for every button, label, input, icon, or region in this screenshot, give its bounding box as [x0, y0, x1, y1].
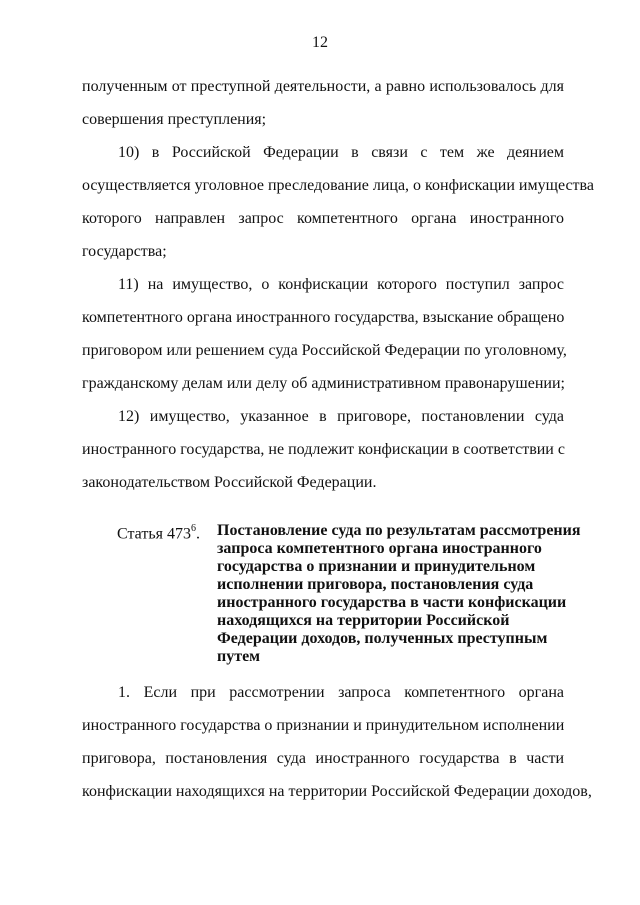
text-line: приговора, постановления суда иностранного государства в части: [82, 750, 564, 767]
article-label-text: Статья 473: [117, 525, 191, 543]
text-line: конфискации находящихся на территории Российской Федерации доходов,: [82, 783, 592, 800]
text-line: законодательством Российской Федерации.: [82, 474, 377, 491]
article-label: [117, 524, 200, 543]
article-title: [217, 522, 581, 666]
list-item-11-line: 11) на имущество, о конфискации которого поступил запрос: [118, 276, 564, 293]
article-title-line: путем: [217, 648, 261, 665]
text-line: полученным от преступной деятельности, а равно использовалось для: [82, 78, 564, 95]
text-line: осуществляется уголовное преследование лица, о конфискации имущества: [82, 177, 594, 194]
article-title-line: Постановление суда по результатам рассмотрения: [217, 522, 581, 539]
text-line: которого направлен запрос компетентного органа иностранного: [82, 210, 564, 227]
text-line: государства;: [82, 243, 167, 260]
paragraph-1-line: 1. Если при рассмотрении запроса компетентного органа: [118, 684, 564, 701]
article-title-line: иностранного государства в части конфискации: [217, 594, 567, 611]
body-text-lower: [82, 676, 592, 808]
article-title-line: Федерации доходов, полученных преступным: [217, 630, 548, 647]
article-title-line: государства о признании и принудительном: [217, 558, 536, 575]
article-title-line: запроса компетентного органа иностранного: [217, 540, 542, 557]
text-line: приговором или решением суда Российской Федерации по уголовному,: [82, 342, 567, 359]
list-item-10-line: 10) в Российской Федерации в связи с тем же деянием: [118, 144, 564, 161]
body-text-upper: [82, 70, 594, 499]
page-number: 12: [312, 34, 328, 51]
list-item-12-line: 12) имущество, указанное в приговоре, постановлении суда: [118, 408, 564, 425]
text-line: компетентного органа иностранного государства, взыскание обращено: [82, 309, 565, 326]
article-title-line: находящихся на территории Российской: [217, 612, 510, 629]
article-label-dot: .: [195, 525, 200, 543]
text-line: иностранного государства, не подлежит конфискации в соответствии с: [82, 441, 565, 458]
text-line: иностранного государства о признании и принудительном исполнении: [82, 717, 565, 734]
text-line: совершения преступления;: [82, 111, 267, 128]
text-line: гражданскому делам или делу об административном правонарушении;: [82, 375, 565, 392]
article-title-line: исполнении приговора, постановления суда: [217, 576, 534, 593]
article-label-superscript: 6: [190, 523, 196, 534]
